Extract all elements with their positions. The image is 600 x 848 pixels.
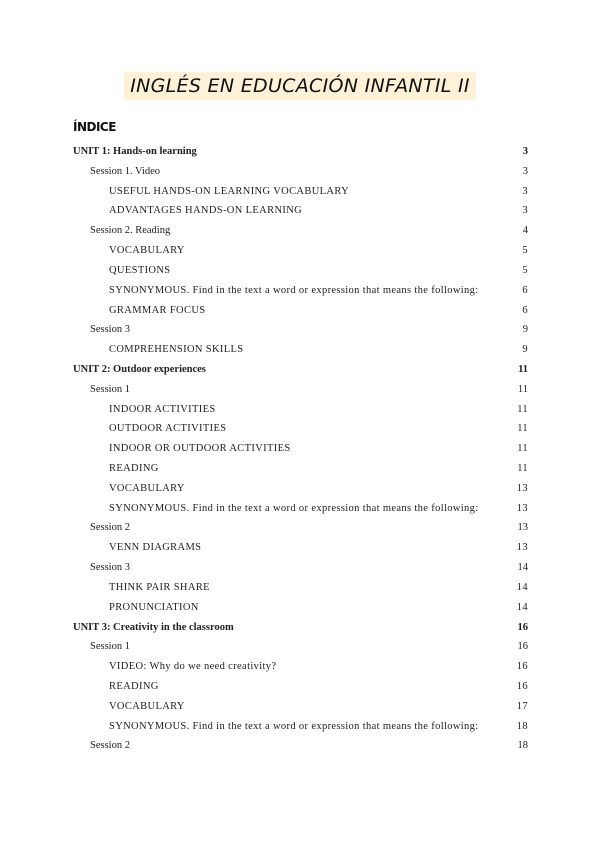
toc-entry[interactable] (73, 142, 528, 162)
toc-entry[interactable] (73, 657, 528, 677)
toc-entry[interactable] (73, 182, 528, 202)
toc-entry-page: 16 (516, 680, 528, 692)
toc-entry-title: UNIT 2: Outdoor experiences (73, 363, 206, 375)
index-heading: ÍNDICE (73, 120, 116, 134)
toc-entry-title: UNIT 1: Hands-on learning (73, 146, 197, 157)
toc-entry-title: GRAMMAR FOCUS (109, 304, 206, 316)
table-of-contents (73, 142, 528, 756)
toc-entry[interactable] (73, 578, 528, 598)
toc-entry[interactable] (73, 241, 528, 261)
toc-entry[interactable] (73, 459, 528, 479)
toc-entry[interactable] (73, 499, 528, 519)
toc-entry[interactable] (73, 518, 528, 538)
toc-entry-page: 11 (517, 443, 528, 455)
toc-entry-title: THINK PAIR SHARE (109, 581, 210, 593)
toc-entry-title: Session 1. Video (90, 165, 161, 177)
toc-entry-title: VOCABULARY (109, 482, 185, 494)
toc-entry-page: 9 (522, 344, 528, 356)
toc-entry[interactable] (73, 479, 528, 499)
toc-entry[interactable] (73, 301, 528, 321)
toc-entry[interactable] (73, 439, 528, 459)
toc-entry[interactable] (73, 201, 528, 221)
toc-entry-title: READING (109, 463, 159, 474)
toc-entry-page: 13 (516, 482, 528, 494)
toc-entry-title: INDOOR ACTIVITIES (109, 403, 216, 415)
toc-entry[interactable] (73, 360, 528, 380)
toc-entry-title: Session 1 (90, 641, 130, 653)
toc-entry-page: 18 (517, 740, 528, 752)
toc-entry-page: 11 (517, 423, 528, 435)
toc-entry-page: 6 (522, 304, 528, 316)
toc-entry-title: Session 1 (90, 383, 130, 395)
toc-entry-page: 5 (522, 245, 528, 257)
toc-entry-page: 11 (517, 403, 528, 415)
toc-entry[interactable] (73, 221, 528, 241)
toc-entry[interactable] (73, 618, 528, 638)
toc-entry-title: Session 2 (90, 740, 130, 752)
toc-entry[interactable] (73, 380, 528, 400)
toc-entry-title: INDOOR OR OUTDOOR ACTIVITIES (109, 443, 291, 455)
toc-entry-page: 11 (517, 463, 528, 474)
toc-entry[interactable] (73, 320, 528, 340)
toc-entry-page: 5 (522, 264, 528, 276)
title-wrap (0, 72, 600, 100)
toc-entry[interactable] (73, 697, 528, 717)
toc-entry-page: 11 (517, 383, 528, 395)
toc-entry-page: 3 (522, 185, 528, 197)
toc-entry-title: Session 3 (90, 324, 130, 336)
toc-entry-page: 11 (518, 363, 528, 375)
toc-entry-page: 14 (516, 581, 528, 593)
toc-entry-page: 13 (517, 522, 528, 534)
toc-entry[interactable] (73, 736, 528, 756)
toc-entry-title: USEFUL HANDS-ON LEARNING VOCABULARY (109, 185, 350, 197)
toc-entry-title: VOCABULARY (109, 245, 185, 257)
toc-entry[interactable] (73, 717, 528, 737)
toc-entry-title: SYNONYMOUS. Find in the text a word or expression that means the following: (109, 720, 479, 732)
toc-entry-title: PRONUNCIATION (109, 601, 199, 613)
toc-entry[interactable] (73, 598, 528, 618)
toc-entry-page: 16 (517, 621, 528, 633)
toc-entry[interactable] (73, 261, 528, 281)
toc-entry-title: UNIT 3: Creativity in the classroom (73, 621, 234, 633)
toc-entry-page: 14 (516, 601, 528, 613)
toc-entry[interactable] (73, 558, 528, 578)
toc-entry-page: 16 (516, 661, 528, 673)
toc-entry-title: QUESTIONS (109, 264, 171, 276)
toc-entry-title: SYNONYMOUS. Find in the text a word or expression that means the following: (109, 284, 479, 296)
toc-entry-title: READING (109, 680, 159, 692)
toc-entry-title: VOCABULARY (109, 700, 185, 712)
toc-entry-page: 6 (522, 284, 528, 296)
document-title: INGLÉS EN EDUCACIÓN INFANTIL II (124, 72, 476, 100)
toc-entry-page: 4 (522, 225, 528, 237)
toc-entry-page: 9 (522, 324, 528, 336)
toc-entry-page: 13 (516, 502, 528, 514)
toc-entry[interactable] (73, 400, 528, 420)
toc-entry-title: VIDEO: Why do we need creativity? (109, 661, 277, 673)
toc-entry-title: Session 2. Reading (90, 225, 171, 237)
toc-entry-title: OUTDOOR ACTIVITIES (109, 423, 227, 435)
toc-entry-title: ADVANTAGES HANDS-ON LEARNING (109, 205, 303, 217)
toc-entry[interactable] (73, 162, 528, 182)
toc-entry-title: Session 2 (90, 522, 130, 534)
toc-entry-page: 3 (522, 146, 528, 157)
toc-entry[interactable] (73, 637, 528, 657)
toc-entry-title: Session 3 (90, 562, 130, 574)
toc-entry-page: 18 (516, 720, 528, 732)
toc-entry-page: 16 (517, 641, 528, 653)
toc-entry-title: SYNONYMOUS. Find in the text a word or expression that means the following: (109, 502, 479, 514)
toc-entry-page: 17 (516, 700, 528, 712)
toc-entry-title: COMPREHENSION SKILLS (109, 344, 244, 356)
toc-entry[interactable] (73, 677, 528, 697)
toc-entry[interactable] (73, 538, 528, 558)
toc-entry[interactable] (73, 419, 528, 439)
toc-entry-title: VENN DIAGRAMS (109, 542, 202, 554)
toc-entry-page: 3 (522, 205, 528, 217)
toc-entry-page: 14 (517, 562, 528, 574)
toc-entry[interactable] (73, 340, 528, 360)
toc-entry[interactable] (73, 281, 528, 301)
toc-entry-page: 3 (522, 165, 528, 177)
toc-entry-page: 13 (516, 542, 528, 554)
